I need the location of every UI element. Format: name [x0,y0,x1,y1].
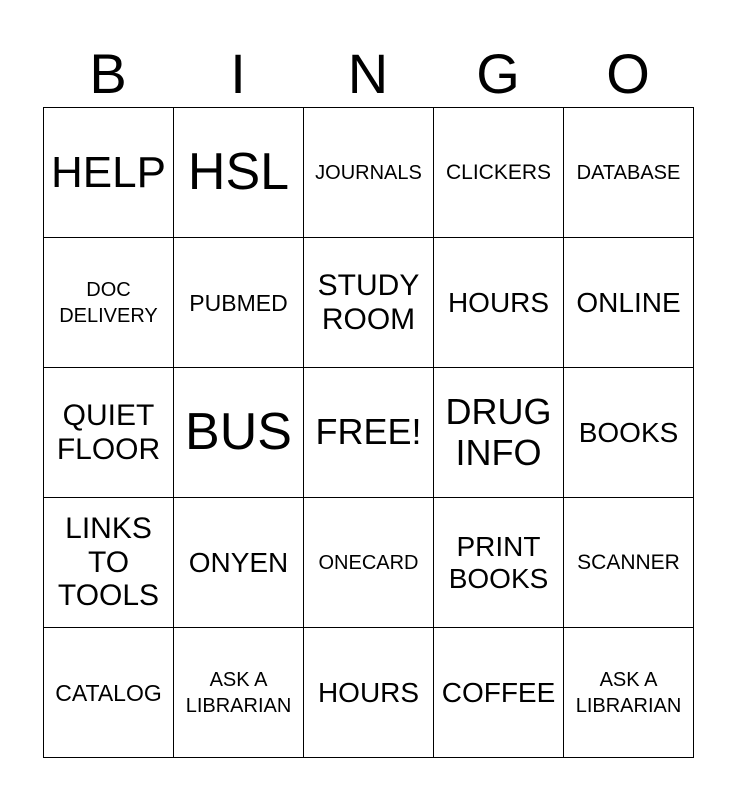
cell-label: HSL [187,143,290,202]
header-letter-o: O [606,42,650,105]
bingo-cell-r2-c2[interactable] [304,368,434,498]
bingo-cell-r0-c3[interactable] [434,108,564,238]
cell-label: ASK A LIBRARIAN [575,668,682,717]
header-letter-i: I [230,42,246,105]
bingo-cell-r3-c3[interactable] [434,498,564,628]
bingo-cell-r2-c0[interactable] [44,368,174,498]
cell-label: ONLINE [576,286,681,318]
bingo-cell-r2-c1[interactable] [174,368,304,498]
bingo-board [43,107,694,758]
bingo-header [43,40,693,108]
bingo-cell-r3-c2[interactable] [304,498,434,628]
bingo-cell-r4-c0[interactable] [44,628,174,758]
bingo-cell-r3-c4[interactable] [564,498,694,628]
bingo-cell-r2-c3[interactable] [434,368,564,498]
bingo-cell-r1-c2[interactable] [304,238,434,368]
cell-label: HELP [51,147,166,197]
cell-label: HOURS [317,676,420,708]
bingo-cell-r4-c3[interactable] [434,628,564,758]
cell-label: SCANNER [577,550,680,574]
bingo-cell-r4-c4[interactable] [564,628,694,758]
bingo-cell-r4-c2[interactable] [304,628,434,758]
bingo-cell-r1-c1[interactable] [174,238,304,368]
cell-label: CATALOG [55,679,162,706]
bingo-cell-r3-c1[interactable] [174,498,304,628]
bingo-cell-r2-c4[interactable] [564,368,694,498]
cell-label: ONYEN [188,546,289,578]
bingo-cell-r1-c0[interactable] [44,238,174,368]
header-letter-b: B [89,42,127,105]
header-letter-g: G [476,42,520,105]
bingo-cell-r0-c0[interactable] [44,108,174,238]
cell-label: PRINT BOOKS [448,530,549,594]
cell-label: CLICKERS [445,160,552,184]
cell-label: BUS [185,403,292,462]
cell-label: COFFEE [441,676,556,708]
cell-label: JOURNALS [315,161,422,184]
bingo-cell-r4-c1[interactable] [174,628,304,758]
cell-label: DATABASE [576,161,681,184]
bingo-cell-r1-c4[interactable] [564,238,694,368]
bingo-cell-r3-c0[interactable] [44,498,174,628]
bingo-cell-r0-c4[interactable] [564,108,694,238]
cell-label: ONECARD [318,551,419,574]
cell-label: QUIET FLOOR [56,398,161,466]
cell-label: PUBMED [189,289,288,316]
cell-label: FREE! [315,411,422,453]
cell-label: STUDY ROOM [317,268,420,336]
bingo-cell-r0-c1[interactable] [174,108,304,238]
bingo-cell-r1-c3[interactable] [434,238,564,368]
cell-label: DRUG INFO [445,390,552,473]
cell-label: ASK A LIBRARIAN [185,668,292,717]
cell-label: HOURS [447,286,550,318]
cell-label: LINKS TO TOOLS [57,511,160,613]
header-letter-n: N [347,42,389,105]
bingo-cell-r0-c2[interactable] [304,108,434,238]
cell-label: BOOKS [578,416,679,448]
cell-label: DOC DELIVERY [59,278,158,327]
